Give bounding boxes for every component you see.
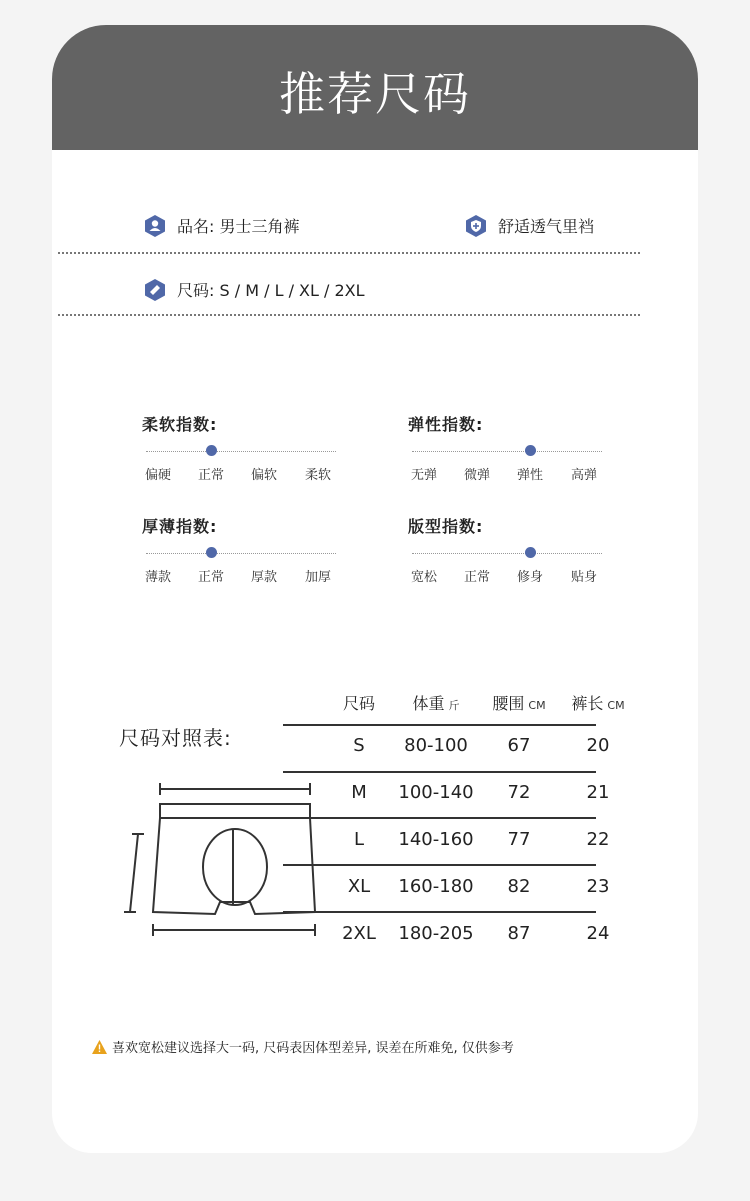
product-feature-line: [465, 214, 594, 237]
index-option-label: 厚款: [250, 570, 277, 585]
index-title: 厚薄指数:: [142, 517, 218, 536]
header-label: 腰围: [492, 694, 525, 713]
index-option-label: 无弹: [410, 468, 437, 483]
table-cell: 100-140: [398, 782, 474, 803]
index-track: [412, 553, 602, 554]
product-sizes-line: [144, 278, 365, 301]
table-cell: 87: [507, 923, 531, 944]
header-label: 尺码: [342, 694, 376, 713]
table-cell: 80-100: [404, 735, 468, 756]
table-cell: 160-180: [398, 876, 474, 897]
index-title: 弹性指数:: [408, 415, 484, 434]
table-cell: 77: [507, 829, 531, 850]
divider: [58, 252, 640, 254]
index-option-label: 正常: [463, 570, 490, 585]
table-header-cell: [571, 691, 624, 714]
table-cell: 24: [586, 923, 610, 944]
index-option-label: 贴身: [570, 570, 597, 585]
page-title: 推荐尺码: [279, 67, 471, 121]
table-cell: 22: [586, 829, 610, 850]
table-cell: 20: [586, 735, 610, 756]
table-cell: 180-205: [398, 923, 474, 944]
header: [52, 25, 698, 150]
product-sizes: 尺码: S / M / L / XL / 2XL: [177, 281, 365, 300]
table-header-cell: [343, 691, 375, 714]
header-unit: CM: [607, 699, 625, 712]
index-marker: [206, 445, 217, 456]
index-option-label: 柔软: [304, 468, 331, 483]
tag-icon: [144, 279, 166, 301]
product-feature: 舒适透气里裆: [498, 217, 595, 236]
index-option-label: 宽松: [410, 570, 437, 585]
index-marker: [525, 547, 536, 558]
index-option-label: 高弹: [570, 468, 597, 483]
index-option-label: 薄款: [144, 570, 171, 585]
header-unit: 斤: [448, 699, 460, 712]
size-guide-card: [52, 25, 698, 1153]
table-cell: 82: [507, 876, 531, 897]
index-marker: [206, 547, 217, 558]
briefs-diagram-icon: [75, 782, 325, 944]
shield-plus-icon: [465, 215, 487, 237]
table-row-divider: [283, 864, 596, 866]
table-header-divider: [283, 724, 596, 726]
index-option-label: 正常: [197, 468, 224, 483]
table-cell: M: [351, 782, 367, 803]
size-chart-title: 尺码对照表:: [119, 726, 232, 750]
index-title: 柔软指数:: [142, 415, 218, 434]
index-option-label: 偏软: [250, 468, 277, 483]
table-cell: 67: [507, 735, 531, 756]
table-cell: 21: [586, 782, 610, 803]
header-label: 体重: [412, 694, 445, 713]
index-option-label: 修身: [516, 570, 543, 585]
index-marker: [525, 445, 536, 456]
table-cell: XL: [347, 876, 371, 897]
index-track: [146, 553, 336, 554]
index-option-label: 加厚: [304, 570, 331, 585]
product-name-line: [144, 214, 299, 237]
index-title: 版型指数:: [408, 517, 484, 536]
divider: [58, 314, 640, 316]
index-option-label: 偏硬: [144, 468, 171, 483]
table-cell: S: [353, 735, 365, 756]
table-cell: 23: [586, 876, 610, 897]
table-row-divider: [283, 817, 596, 819]
warning-icon: [92, 1040, 107, 1054]
table-cell: 140-160: [398, 829, 474, 850]
table-cell: 2XL: [342, 923, 376, 944]
disclaimer-text: 喜欢宽松建议选择大一码, 尺码表因体型差异, 误差在所难免, 仅供参考: [112, 1041, 514, 1056]
product-name: 品名: 男士三角裤: [177, 217, 300, 236]
disclaimer-note: [92, 1037, 514, 1056]
table-cell: 72: [507, 782, 531, 803]
header-label: 裤长: [571, 694, 604, 713]
index-track: [146, 451, 336, 452]
user-badge-icon: [144, 215, 166, 237]
table-row-divider: [283, 771, 596, 773]
index-option-label: 弹性: [516, 468, 543, 483]
index-option-label: 正常: [197, 570, 224, 585]
table-header-cell: [492, 691, 545, 714]
table-header-cell: [412, 691, 459, 714]
table-cell: L: [353, 829, 365, 850]
index-track: [412, 451, 602, 452]
header-unit: CM: [528, 699, 546, 712]
table-row-divider: [283, 911, 596, 913]
index-option-label: 微弹: [463, 468, 490, 483]
